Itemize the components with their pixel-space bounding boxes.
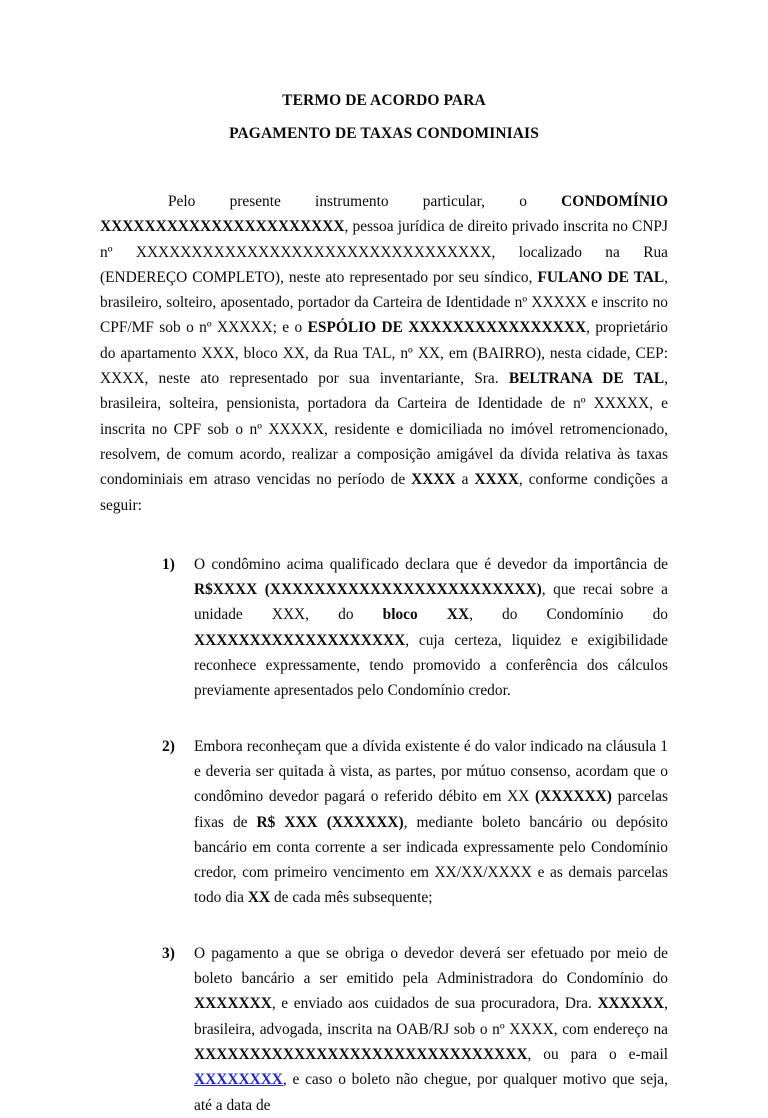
clause1-condominium: XXXXXXXXXXXXXXXXXXX (194, 631, 406, 649)
clause-item-1 (154, 552, 668, 704)
clause3-lawyer-name: XXXXXX (597, 995, 665, 1013)
clause2-text-4: de cada mês subsequente; (270, 889, 433, 907)
clause1-debt-amount: R$XXXX (XXXXXXXXXXXXXXXXXXXXXXXX) (194, 581, 542, 599)
clause2-text-2: parcelas fixas de (194, 788, 668, 831)
clause-item-3 (154, 941, 668, 1118)
clause1-text-1: O condômino acima qualificado declara que é devedor da importância de (194, 555, 668, 573)
clause2-installment-count: (XXXXXX) (534, 788, 612, 806)
clause3-text-4: , ou para o e-mail (527, 1045, 668, 1063)
title-line-2: PAGAMENTO DE TAXAS CONDOMINIAIS (229, 125, 539, 142)
clause1-text-2: , que recai sobre a unidade XXX, do (194, 581, 668, 624)
clause3-text-1: O pagamento a que se obriga o devedor deverá ser efetuado por meio de boleto bancário a ser emitido pela Administradora do Condomínio do (194, 944, 668, 988)
clause2-installment-value: R$ XXX (XXXXXX) (256, 813, 404, 831)
clause-body-1 (194, 552, 668, 704)
party-one-name: CONDOMÍNIO XXXXXXXXXXXXXXXXXXXXXX (100, 193, 668, 236)
clause-list-wrapper (100, 552, 668, 1118)
clause3-administrator: XXXXXXX (194, 995, 272, 1013)
party-two-name: ESPÓLIO DE XXXXXXXXXXXXXXXX (307, 319, 587, 337)
intro-text-5: , brasileira, solteira, pensionista, portadora da Carteira de Identidade de nº XXXXX, e inscrita no CPF sob o nº XXXXX, residente e domiciliada no imóvel retromencionado, resolvem, de comum acordo, realizar a composição amigável da dívida relativa às taxas condominiais em atraso vencidas no período de (100, 370, 669, 489)
clause-item-2 (154, 734, 668, 911)
clause1-block: bloco XX (382, 606, 470, 624)
clause-body-2 (194, 734, 668, 911)
clause3-text-3: , brasileira, advogada, inscrita na OAB/RJ sob o nº XXXX, com endereço na (194, 995, 668, 1038)
party-two-representative: BELTRANA DE TAL (508, 370, 665, 388)
clause3-address: XXXXXXXXXXXXXXXXXXXXXXXXXXXXXX (194, 1045, 528, 1063)
clause-marker-1: 1) (162, 555, 175, 573)
clause-marker-2: 2) (162, 737, 175, 755)
clause-list (154, 552, 668, 1118)
clause3-text-5: , e caso o boleto não chegue, por qualquer motivo que seja, até a data de (194, 1071, 668, 1114)
intro-text-6: a (455, 471, 475, 489)
party-one-representative: FULANO DE TAL (537, 268, 665, 286)
title-line-1: TERMO DE ACORDO PARA (282, 92, 486, 109)
email-hyperlink[interactable]: XXXXXXXX (194, 1071, 283, 1089)
intro-text-1: Pelo presente instrumento particular, o (168, 193, 562, 210)
clause1-text-3: , do Condomínio do (469, 606, 668, 624)
clause2-text-1: Embora reconheçam que a dívida existente é do valor indicado na cláusula 1 e deveria ser quitada à vista, as partes, por mútuo consenso, acordam que o condômino devedor pagará o referido débito em XX (194, 737, 668, 806)
intro-text-7: , conforme condições a seguir: (100, 471, 669, 514)
intro-text-4: , proprietário do apartamento XXX, bloco XX, da Rua TAL, nº XX, em (BAIRRO), nesta cidade, CEP: XXXX, neste ato representado por sua inventariante, Sra. (100, 319, 668, 388)
period-start: XXXX (411, 471, 456, 489)
clause2-due-day: XX (247, 889, 271, 907)
clause-marker-3: 3) (162, 944, 175, 962)
clause1-text-4: , cuja certeza, liquidez e exigibilidade reconhece expressamente, tendo promovido a conferência dos cálculos previamente apresentados pelo Condomínio credor. (194, 631, 668, 700)
intro-paragraph (100, 147, 668, 518)
intro-text-3: , brasileiro, solteiro, aposentado, portador da Carteira de Identidade nº XXXXX e inscrito no CPF/MF sob o nº XXXXX; e o (100, 268, 668, 337)
clause-body-3 (194, 941, 668, 1118)
intro-text-2: , pessoa jurídica de direito privado inscrita no CNPJ nº XXXXXXXXXXXXXXXXXXXXXXXXXXXXXXXX, localizado na Rua (ENDEREÇO COMPLETO), neste ato representado por seu síndico, (100, 218, 668, 286)
clause2-text-3: , mediante boleto bancário ou depósito bancário em conta corrente a ser indicada expressamente pelo Condomínio credor, com primeiro vencimento em XX/XX/XXXX e as demais parcelas todo dia (194, 813, 668, 907)
period-end: XXXX (474, 471, 519, 489)
clause3-text-2: , e enviado aos cuidados de sua procuradora, Dra. (271, 995, 598, 1013)
document-title (100, 0, 668, 147)
